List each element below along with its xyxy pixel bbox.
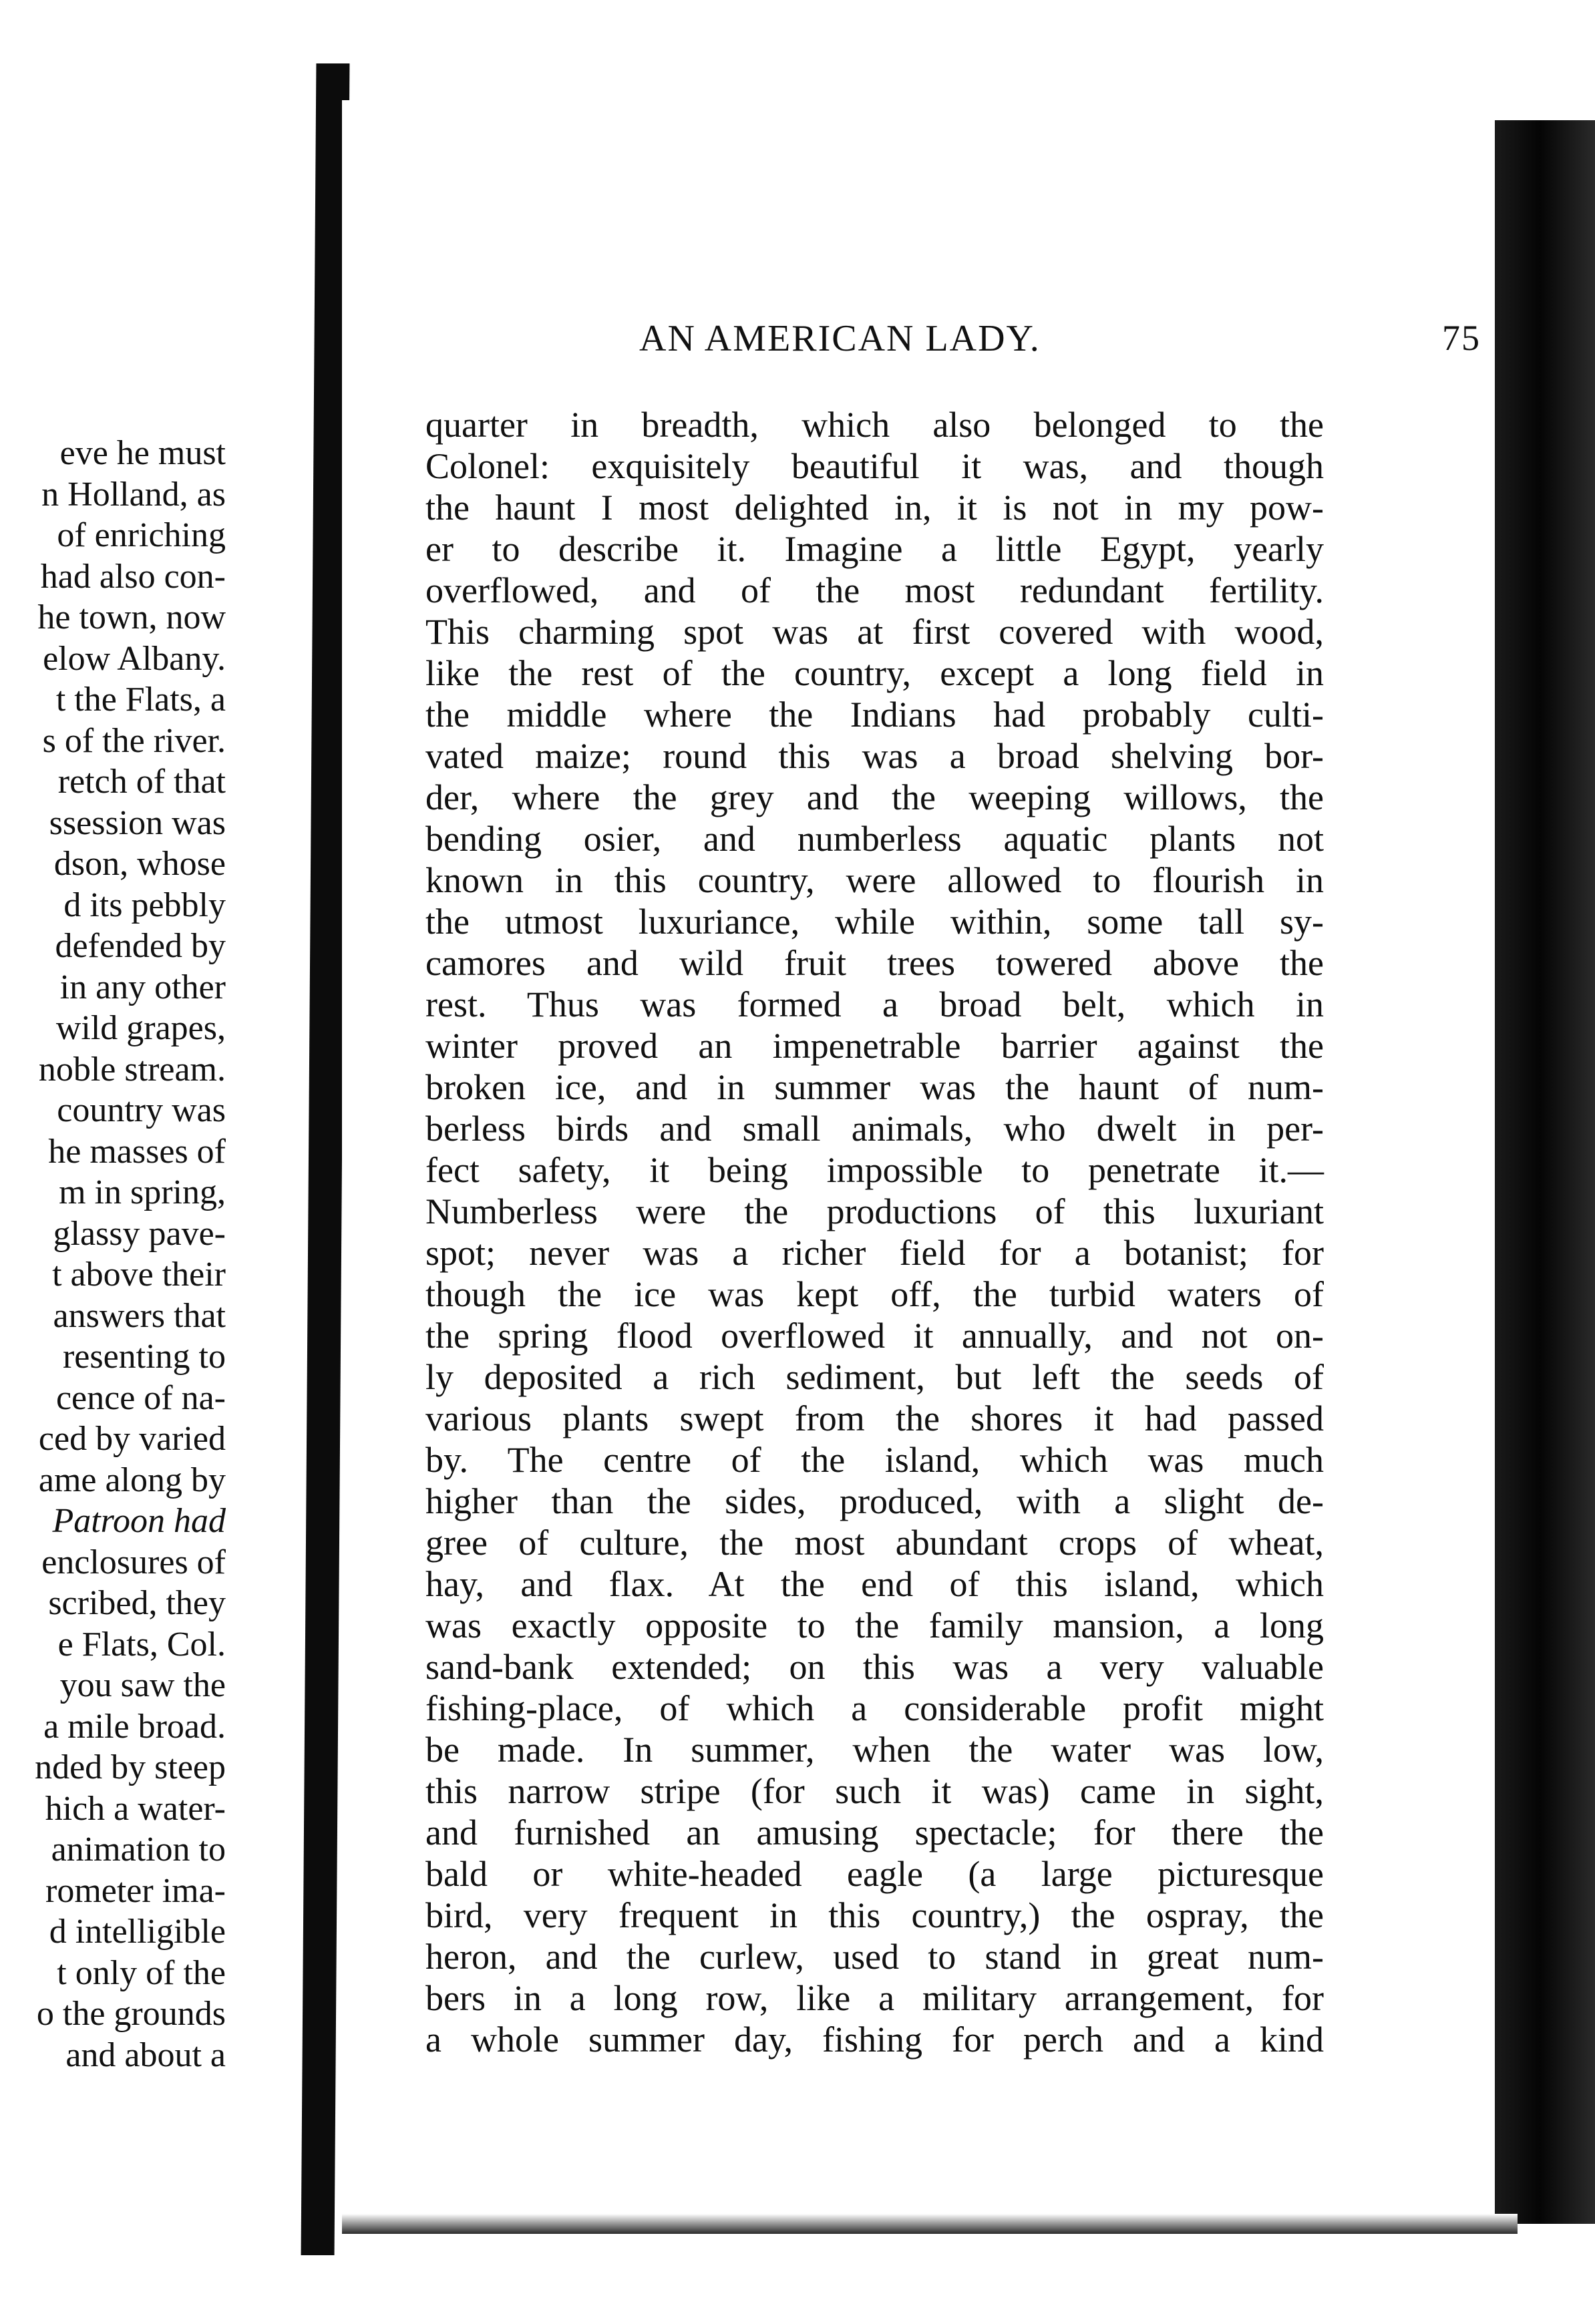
- text-line: fect safety, it being impossible to penetrate it.—: [425, 1150, 1324, 1190]
- left-page-line: had also con-: [40, 557, 226, 596]
- left-page-text: [0, 433, 226, 2076]
- text-line: This charming spot was at first covered with wood,: [425, 612, 1324, 652]
- left-page-line: rometer ima-: [45, 1871, 226, 1910]
- text-line: ly deposited a rich sediment, but left the seeds of: [425, 1357, 1324, 1397]
- text-line: the middle where the Indians had probably culti-: [425, 695, 1324, 735]
- text-line: heron, and the curlew, used to stand in great num-: [425, 1937, 1324, 1977]
- text-line: a whole summer day, fishing for perch and a kind: [425, 2019, 1324, 2060]
- left-page-line: m in spring,: [59, 1173, 226, 1211]
- text-line: hay, and flax. At the end of this island, which: [425, 1564, 1324, 1604]
- left-page-line: t only of the: [57, 1953, 226, 1992]
- text-line: overflowed, and of the most redundant fertility.: [425, 570, 1324, 610]
- text-line: broken ice, and in summer was the haunt of num-: [425, 1067, 1324, 1107]
- left-page-line: ame along by: [38, 1461, 226, 1499]
- text-line: though the ice was kept off, the turbid waters of: [425, 1274, 1324, 1314]
- left-page-line: of enriching: [57, 516, 226, 554]
- left-page-line: resenting to: [62, 1338, 226, 1376]
- left-page-line: nded by steep: [35, 1748, 226, 1786]
- left-page: [0, 87, 309, 2237]
- left-page-line: country was: [57, 1091, 226, 1129]
- text-line: bird, very frequent in this country,) the ospray, the: [425, 1895, 1324, 1935]
- left-page-line: e Flats, Col.: [57, 1625, 226, 1664]
- left-page-line: o the grounds: [36, 1995, 226, 2033]
- left-page-line: t the Flats, a: [55, 681, 226, 719]
- text-line: was exactly opposite to the family mansion, a long: [425, 1605, 1324, 1645]
- text-line: bald or white-headed eagle (a large picturesque: [425, 1854, 1324, 1894]
- text-line: fishing-place, of which a considerable profit might: [425, 1688, 1324, 1728]
- text-line: bers in a long row, like a military arrangement, for: [425, 1978, 1324, 2018]
- left-page-line: hich a water-: [45, 1789, 226, 1828]
- text-line: camores and wild fruit trees towered above the: [425, 943, 1324, 983]
- page-number: 75: [1442, 318, 1481, 358]
- left-page-line: glassy pave-: [53, 1214, 226, 1253]
- left-page-line: d intelligible: [49, 1913, 226, 1951]
- text-line: vated maize; round this was a broad shelving bor-: [425, 736, 1324, 776]
- text-line: like the rest of the country, except a long field in: [425, 653, 1324, 693]
- left-page-line: a mile broad.: [43, 1707, 226, 1746]
- text-line: Numberless were the productions of this luxuriant: [425, 1191, 1324, 1231]
- left-page-line: ced by varied: [38, 1420, 226, 1458]
- text-line: by. The centre of the island, which was much: [425, 1440, 1324, 1480]
- left-page-line: elow Albany.: [43, 639, 226, 678]
- running-head-title: AN AMERICAN LADY.: [639, 318, 1041, 359]
- text-line: and furnished an amusing spectacle; for there the: [425, 1812, 1324, 1853]
- text-line: the haunt I most delighted in, it is not in my pow-: [425, 488, 1324, 528]
- text-line: quarter in breadth, which also belonged to the: [425, 405, 1324, 445]
- left-page-line: animation to: [51, 1830, 226, 1869]
- left-page-line: he town, now: [37, 598, 226, 636]
- text-line: various plants swept from the shores it had passed: [425, 1398, 1324, 1438]
- page-bottom-shadow: [342, 2214, 1518, 2234]
- right-page: [342, 100, 1495, 2220]
- text-line: berless birds and small animals, who dwelt in per-: [425, 1109, 1324, 1149]
- text-line: sand-bank extended; on this was a very valuable: [425, 1647, 1324, 1687]
- left-page-line: ssession was: [49, 803, 226, 842]
- left-page-line: answers that: [53, 1296, 226, 1335]
- left-page-line: defended by: [55, 927, 226, 965]
- text-line: spot; never was a richer field for a botanist; for: [425, 1233, 1324, 1273]
- text-line: higher than the sides, produced, with a slight de-: [425, 1481, 1324, 1521]
- left-page-line: and about a: [65, 2036, 226, 2074]
- left-page-line: d its pebbly: [63, 886, 226, 924]
- text-line: der, where the grey and the weeping willows, the: [425, 777, 1324, 817]
- left-page-line: in any other: [59, 968, 226, 1006]
- left-page-line: t above their: [52, 1255, 226, 1294]
- left-page-line: enclosures of: [41, 1543, 226, 1581]
- text-line: rest. Thus was formed a broad belt, which in: [425, 984, 1324, 1024]
- left-page-line: cence of na-: [55, 1378, 226, 1417]
- text-line: winter proved an impenetrable barrier against the: [425, 1026, 1324, 1066]
- text-line: the utmost luxuriance, while within, some tall sy-: [425, 902, 1324, 942]
- left-page-line: noble stream.: [38, 1050, 226, 1089]
- left-page-line: s of the river.: [42, 721, 226, 760]
- left-page-line: he masses of: [48, 1132, 226, 1171]
- book-edge: [1495, 120, 1595, 2224]
- text-line: this narrow stripe (for such it was) came in sight,: [425, 1771, 1324, 1811]
- text-line: er to describe it. Imagine a little Egypt, yearly: [425, 529, 1324, 569]
- text-line: gree of culture, the most abundant crops of wheat,: [425, 1523, 1324, 1563]
- left-page-line: n Holland, as: [41, 475, 226, 514]
- left-page-line: eve he must: [59, 434, 226, 472]
- left-page-line: Patroon had: [52, 1502, 226, 1540]
- left-page-line: scribed, they: [48, 1584, 226, 1622]
- left-page-line: retch of that: [57, 763, 226, 801]
- left-page-line: you saw the: [59, 1666, 226, 1704]
- text-line: known in this country, were allowed to flourish in: [425, 860, 1324, 900]
- text-line: bending osier, and numberless aquatic plants not: [425, 819, 1324, 859]
- text-line: Colonel: exquisitely beautiful it was, and though: [425, 446, 1324, 486]
- left-page-line: dson, whose: [53, 845, 226, 883]
- text-line: be made. In summer, when the water was low,: [425, 1730, 1324, 1770]
- left-page-line: wild grapes,: [55, 1009, 226, 1047]
- body-text: [425, 404, 1324, 2060]
- text-line: the spring flood overflowed it annually, and not on-: [425, 1316, 1324, 1356]
